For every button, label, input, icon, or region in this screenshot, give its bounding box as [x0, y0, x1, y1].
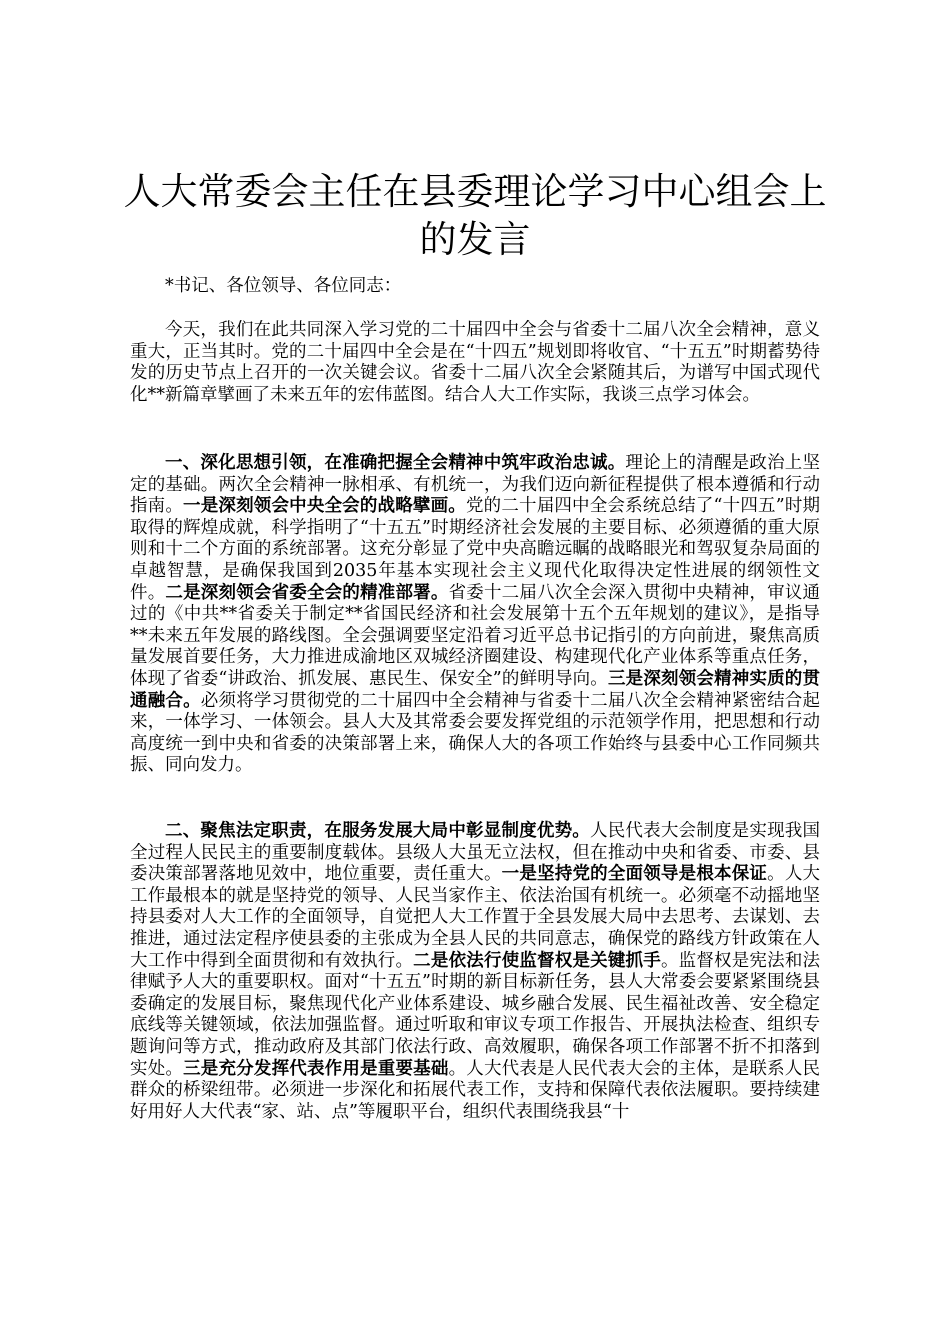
- section-1-heading: 一、深化思想引领，在准确把握全会精神中筑牢政治忠诚。: [165, 453, 626, 473]
- section-2-point-1-title: 一是坚持党的全面领导是根本保证: [501, 864, 768, 885]
- section-1-point-2-title: 二是深刻领会省委全会的精准部署。: [165, 582, 449, 603]
- section-2-point-3-title: 三是充分发挥代表作用是重要基础: [183, 1058, 449, 1079]
- section-1-point-2-text: 省委十二届八次全会深入贯彻中央精神，审议通过的《中共**省委关于制定**省国民经济和社会发展第十五个五年规划的建议》，是指导**未来五年发展的路线图。全会强调要坚定沿着习近平总书记指引的方向前进，聚焦高质量发展首要任务，大力推进成渝地区双城经济圈建设、构建现代化产业体系等重点任务，体现了省委“讲政治、抓发展、惠民生、保安全”的鲜明导向。: [130, 582, 821, 689]
- section-1-point-1-title: 一是深刻领会中央全会的战略擘画。: [183, 496, 466, 517]
- section-2-point-2-text: 。监督权是宪法和法律赋予人大的重要职权。面对“十五五”时期的新目标新任务，县人大常委会要紧紧围绕县委确定的发展目标，聚焦现代化产业体系建设、城乡融合发展、民生福祉改善、安全稳定底线等关键领域，依法加强监督。通过听取和审议专项工作报告、开展执法检查、组织专题询问等方式，推动政府及其部门依法行政、高效履职，确保各项工作部署不折不扣落到实处。: [130, 950, 821, 1079]
- salutation: *书记、各位领导、各位同志：: [165, 276, 402, 296]
- section-1-paragraph: [130, 453, 820, 777]
- section-2-heading: 二、聚焦法定职责，在服务发展大局中彰显制度优势。: [165, 821, 590, 841]
- section-1-point-3-text: 必须将学习贯彻党的二十届四中全会精神与省委十二届八次全会精神紧密结合起来，一体学习、一体领会。县人大及其常委会要发挥党组的示范领学作用，把思想和行动高度统一到中央和省委的决策部署上来，确保人大的各项工作始终与县委中心工作同频共振、同向发力。: [130, 690, 821, 776]
- section-1-lead: 理论上的清醒是政治上坚定的基础。两次全会精神一脉相承、有机统一，为我们迈向新征程提供了根本遵循和行动指南。: [130, 453, 821, 517]
- page-title: 人大常委会主任在县委理论学习中心组会上的发言: [123, 170, 827, 261]
- section-2-lead: 人民代表大会制度是实现我国全过程人民民主的重要制度载体。县级人大虽无立法权，但在推动中央和省委、市委、县委决策部署落地见效中，地位重要，责任重大。: [130, 821, 820, 885]
- section-2-point-2-title: 二是依法行使监督权是关键抓手: [413, 950, 661, 971]
- section-1-point-3-title: 三是深刻领会精神实质的贯通融合。: [130, 668, 820, 711]
- section-1-point-1-text: 党的二十届四中全会系统总结了“十四五”时期取得的辉煌成就，科学指明了“十五五”时期经济社会发展的主要目标、必须遵循的重大原则和十二个方面的系统部署。这充分彰显了党中央高瞻远瞩的战略眼光和驾驭复杂局面的卓越智慧，是确保我国到2035年基本实现社会主义现代化取得决定性进展的纲领性文件。: [130, 496, 820, 603]
- section-2-paragraph: [130, 821, 820, 1123]
- section-2-point-1-text: 。人大工作最根本的就是坚持党的领导、人民当家作主、依法治国有机统一。必须毫不动摇地坚持县委对人大工作的全面领导，自觉把人大工作置于全县发展大局中去思考、去谋划、去推进，通过法定程序使县委的主张成为全县人民的共同意志，确保党的路线方针政策在人大工作中得到全面贯彻和有效执行。: [130, 864, 821, 971]
- section-2-point-3-text: 。人大代表是人民代表大会的主体，是联系人民群众的桥梁纽带。必须进一步深化和拓展代表工作，支持和保障代表依法履职。要持续建好用好人大代表“家、站、点”等履职平台，组织代表围绕我县“十: [130, 1058, 821, 1122]
- intro-paragraph: 今天，我们在此共同深入学习党的二十届四中全会与省委十二届八次全会精神，意义重大，正当其时。党的二十届四中全会是在“十四五”规划即将收官、“十五五”时期蓄势待发的历史节点上召开的一次关键会议。省委十二届八次全会紧随其后，为谱写中国式现代化**新篇章擘画了未来五年的宏伟蓝图。结合人大工作实际，我谈三点学习体会。: [130, 320, 820, 405]
